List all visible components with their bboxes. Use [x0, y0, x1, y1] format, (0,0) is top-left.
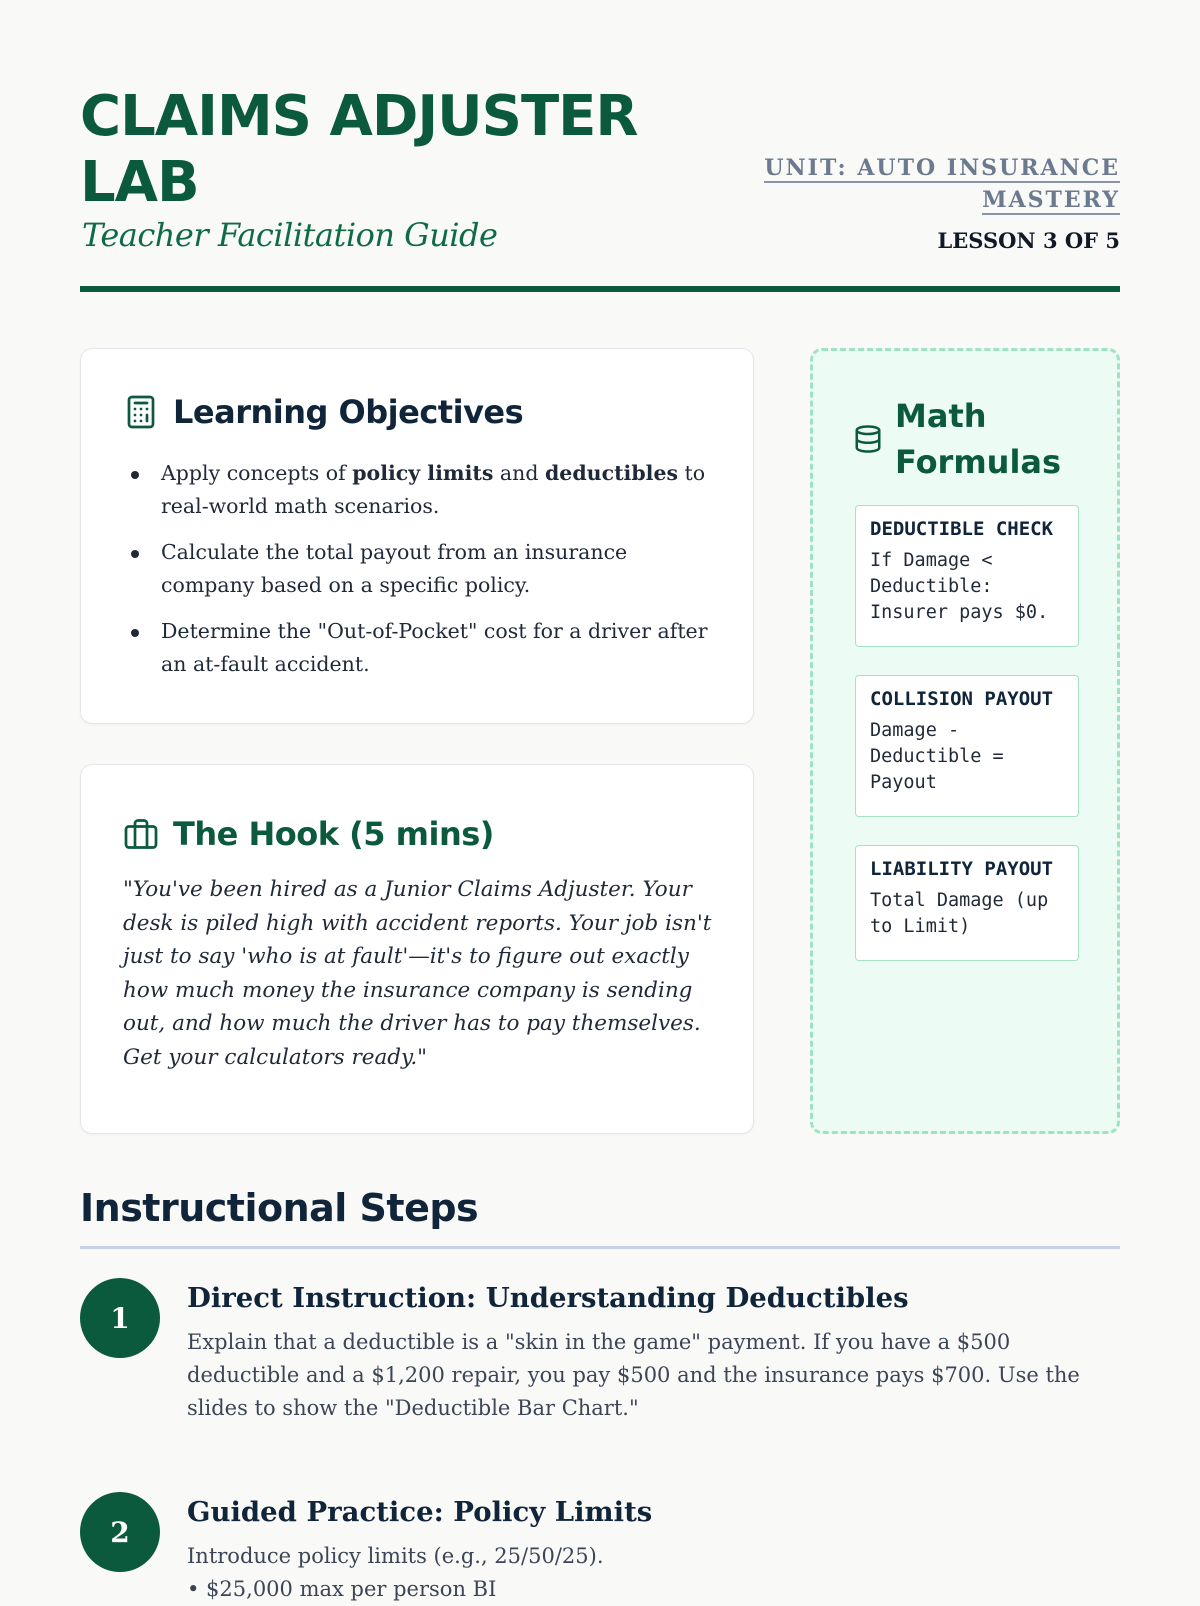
- page-header: [80, 0, 1120, 296]
- formula-body: Damage - Deductible = Payout: [870, 720, 1004, 793]
- formula-name: COLLISION PAYOUT: [870, 688, 1054, 710]
- math-formulas-header: [853, 393, 1075, 485]
- step-description-bullet: • $25,000 max per person BI: [187, 1577, 497, 1601]
- formula-card-collision-payout: [855, 675, 1079, 817]
- steps-divider: [80, 1246, 1120, 1249]
- step-title: Direct Instruction: Understanding Deductibles: [187, 1282, 909, 1314]
- hook-title: The Hook (5 mins): [173, 815, 494, 853]
- step-number-badge: 1: [80, 1278, 160, 1358]
- hook-header: [123, 815, 494, 853]
- learning-objectives-header: [123, 393, 523, 431]
- objective-emphasis: policy limits: [352, 461, 494, 485]
- instructional-steps-title: Instructional Steps: [80, 1186, 479, 1230]
- objective-text: to real-world math scenarios.: [161, 461, 706, 518]
- objective-text: Apply concepts of: [161, 461, 353, 485]
- step-title: Guided Practice: Policy Limits: [187, 1496, 653, 1528]
- list-item: Determine the "Out-of-Pocket" cost for a driver after an at-fault accident.: [161, 615, 717, 681]
- formula-body: Total Damage (up to Limit): [870, 890, 1049, 937]
- objective-emphasis: deductibles: [544, 461, 679, 485]
- step-description-line: Introduce policy limits (e.g., 25/50/25).: [187, 1544, 604, 1568]
- unit-text: UNIT: AUTO INSURANCE MASTERY: [764, 155, 1120, 213]
- formula-card-deductible-check: [855, 505, 1079, 647]
- learning-objectives-card: [80, 348, 754, 724]
- step-description: Explain that a deductible is a "skin in the game" payment. If you have a $500 deductible and a $1,200 repair, you pay $500 and the insurance pays $700. Use the slides to show the "Deductible Bar Chart.": [187, 1330, 1080, 1420]
- calculator-icon: [123, 394, 159, 430]
- briefcase-icon: [123, 816, 159, 852]
- objective-text: and: [493, 461, 545, 485]
- formula-name: DEDUCTIBLE CHECK: [870, 518, 1054, 540]
- page: [80, 0, 1120, 1601]
- hook-card: [80, 764, 754, 1134]
- formula-card-liability-payout: [855, 845, 1079, 961]
- formula-name: LIABILITY PAYOUT: [870, 858, 1054, 880]
- objectives-list: [161, 457, 717, 694]
- lesson-indicator: LESSON 3 OF 5: [937, 228, 1120, 253]
- list-item: [161, 457, 717, 523]
- page-title: CLAIMS ADJUSTER LAB: [80, 84, 638, 215]
- unit-label: [760, 152, 1120, 216]
- math-formulas-panel: [810, 348, 1120, 1134]
- list-item: Calculate the total payout from an insurance company based on a specific policy.: [161, 536, 717, 602]
- database-icon: [853, 424, 883, 454]
- header-divider: [80, 286, 1120, 292]
- math-formulas-title: Math Formulas: [895, 397, 1062, 481]
- page-subtitle: Teacher Facilitation Guide: [82, 216, 498, 254]
- step-description: [187, 1540, 1117, 1606]
- step-number-badge: 2: [80, 1492, 160, 1572]
- hook-quote: "You've been hired as a Junior Claims Adjuster. Your desk is piled high with accident reports. Your job isn't just to say 'who is at fault'—it's to figure out exactly how much money the insurance company is sending out, and how much the driver has to pay themselves. Get your calculators ready.": [123, 877, 712, 1070]
- formula-body: If Damage < Deductible: Insurer pays $0.: [870, 550, 1049, 623]
- learning-objectives-title: Learning Objectives: [173, 393, 524, 431]
